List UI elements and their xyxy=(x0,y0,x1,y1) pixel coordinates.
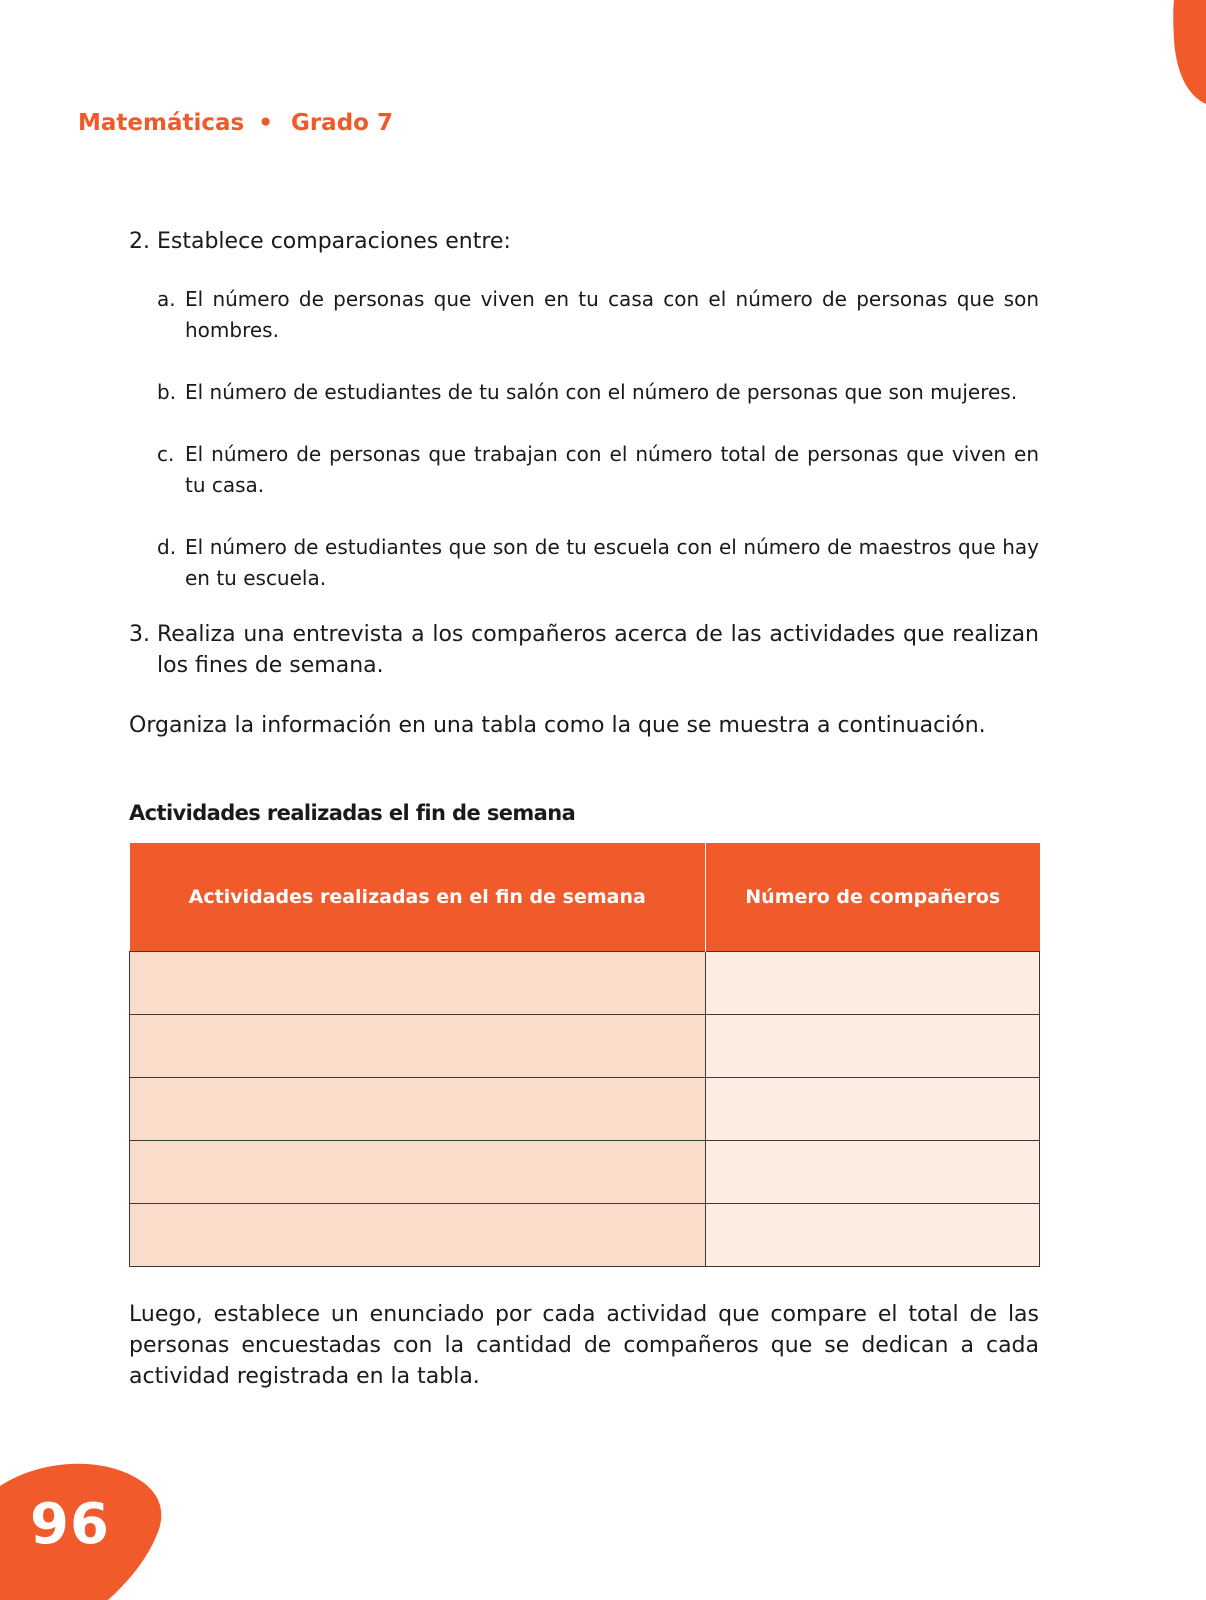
comparison-item-c xyxy=(157,439,1039,501)
corner-decoration xyxy=(1146,0,1206,110)
table-row xyxy=(130,1204,1040,1267)
comparison-item-d xyxy=(157,532,1039,594)
count-cell[interactable] xyxy=(706,1078,1040,1141)
page-number: 96 xyxy=(30,1492,110,1557)
item-text: Establece comparaciones entre: xyxy=(157,229,511,254)
activity-cell[interactable] xyxy=(130,952,706,1015)
organize-instruction: Organiza la información en una tabla como la que se muestra a continuación. xyxy=(129,713,986,738)
column-header-activities: Actividades realizadas en el fin de semana xyxy=(130,843,706,952)
table-row xyxy=(130,1141,1040,1204)
activities-table xyxy=(129,843,1040,1267)
comparison-list xyxy=(157,284,1039,594)
header-separator: • xyxy=(258,110,273,136)
exercise-item-2 xyxy=(129,226,1039,257)
table-header-row xyxy=(130,843,1040,952)
activity-cell[interactable] xyxy=(130,1078,706,1141)
count-cell[interactable] xyxy=(706,1204,1040,1267)
item-number: 3. xyxy=(129,622,150,647)
item-text: El número de estudiantes que son de tu escuela con el número de maestros que hay en tu escuela. xyxy=(185,535,1039,590)
item-text: El número de estudiantes de tu salón con el número de personas que son mujeres. xyxy=(185,380,1018,404)
column-header-count: Número de compañeros xyxy=(706,843,1040,952)
activity-cell[interactable] xyxy=(130,1015,706,1078)
table-row xyxy=(130,952,1040,1015)
item-text: El número de personas que viven en tu casa con el número de personas que son hombres. xyxy=(185,287,1039,342)
page-content xyxy=(129,226,1039,1392)
activity-cell[interactable] xyxy=(130,1204,706,1267)
count-cell[interactable] xyxy=(706,1141,1040,1204)
subject-title: Matemáticas xyxy=(78,110,245,136)
table-row xyxy=(130,1078,1040,1141)
item-text: El número de personas que trabajan con el número total de personas que viven en tu casa. xyxy=(185,442,1039,497)
running-header xyxy=(78,110,393,136)
closing-instruction: Luego, establece un enunciado por cada actividad que compare el total de las personas encuestadas con la cantidad de compañeros que se dedican a cada actividad registrada en la tabla. xyxy=(129,1302,1039,1389)
item-letter: d. xyxy=(157,535,177,559)
item-letter: c. xyxy=(157,442,175,466)
item-number: 2. xyxy=(129,229,150,254)
item-text: Realiza una entrevista a los compañeros acerca de las actividades que realizan los fines de semana. xyxy=(157,622,1039,678)
table-title: Actividades realizadas el fin de semana xyxy=(129,801,576,825)
table-row xyxy=(130,1015,1040,1078)
exercise-item-3 xyxy=(129,619,1039,681)
comparison-item-a xyxy=(157,284,1039,346)
count-cell[interactable] xyxy=(706,952,1040,1015)
grade-label: Grado 7 xyxy=(290,110,393,136)
activity-cell[interactable] xyxy=(130,1141,706,1204)
comparison-item-b xyxy=(157,377,1039,408)
item-letter: b. xyxy=(157,380,177,404)
count-cell[interactable] xyxy=(706,1015,1040,1078)
item-letter: a. xyxy=(157,287,176,311)
